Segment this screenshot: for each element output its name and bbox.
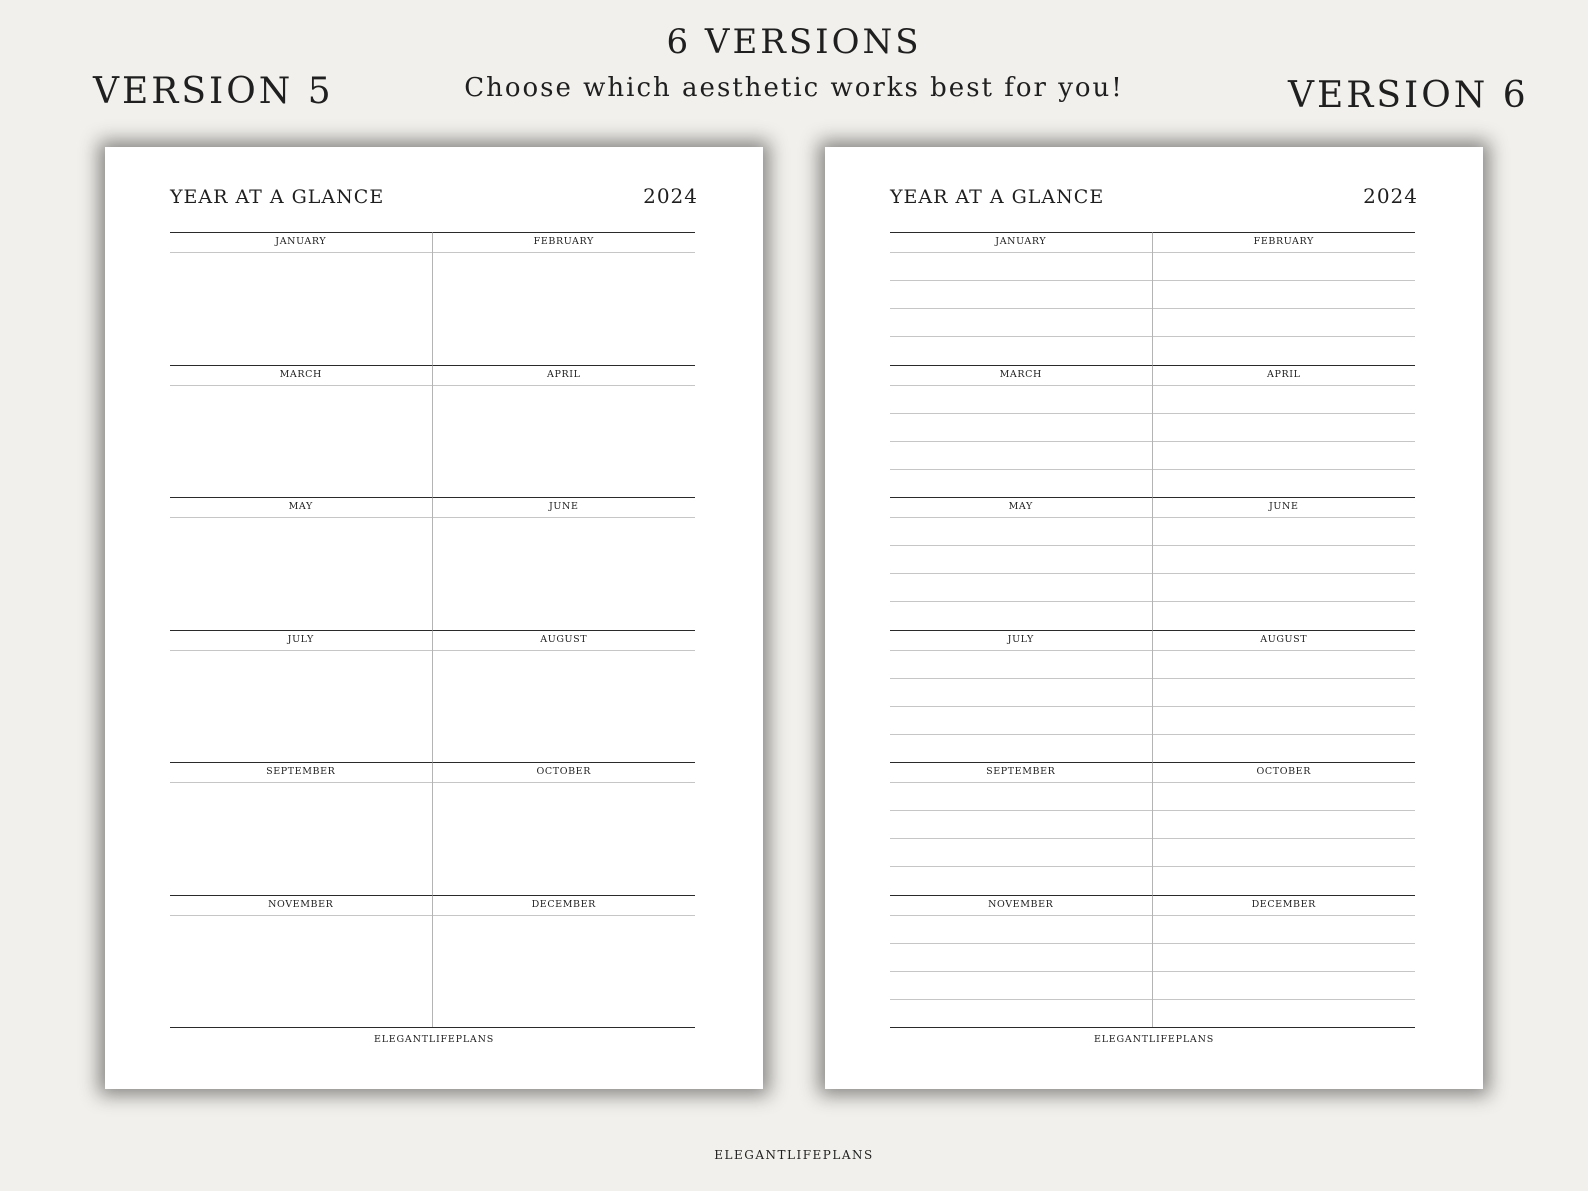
month-label: OCTOBER <box>536 766 591 777</box>
page-year: 2024 <box>1363 184 1418 208</box>
month-label: OCTOBER <box>1256 766 1311 777</box>
month-cell-october <box>1153 762 1416 895</box>
page-title: YEAR AT A GLANCE <box>890 186 1105 208</box>
month-cell-july <box>170 630 433 763</box>
month-label: NOVEMBER <box>988 898 1054 910</box>
month-label: SEPTEMBER <box>266 766 336 777</box>
month-cell-august <box>1153 630 1416 763</box>
month-label: SEPTEMBER <box>986 766 1056 777</box>
month-cell-june <box>433 497 696 630</box>
month-cell-january <box>170 232 433 365</box>
month-label: DECEMBER <box>1251 898 1316 910</box>
month-cell-november <box>890 895 1153 1028</box>
month-label: FEBRUARY <box>1253 236 1314 247</box>
month-label: NOVEMBER <box>268 898 334 910</box>
month-cell-november <box>170 895 433 1028</box>
month-label: MAY <box>288 501 313 512</box>
month-cell-april <box>1153 365 1416 498</box>
month-cell-may <box>890 497 1153 630</box>
page-year: 2024 <box>643 184 698 208</box>
version-5-label: VERSION 5 <box>93 71 334 112</box>
month-label: APRIL <box>1267 368 1301 380</box>
month-cell-march <box>890 365 1153 498</box>
header-title: 6 VERSIONS <box>666 22 922 62</box>
month-cell-september <box>170 762 433 895</box>
header-subtitle: Choose which aesthetic works best for you! <box>464 73 1124 103</box>
month-label: JANUARY <box>995 236 1047 247</box>
month-label: JUNE <box>549 501 579 512</box>
month-cell-may <box>170 497 433 630</box>
month-cell-december <box>1153 895 1416 1028</box>
month-label: AUGUST <box>1260 633 1308 645</box>
month-cell-december <box>433 895 696 1028</box>
month-label: AUGUST <box>540 633 588 645</box>
month-label: JUNE <box>1269 501 1299 512</box>
footer-brand: ELEGANTLIFEPLANS <box>714 1148 874 1162</box>
month-cell-august <box>433 630 696 763</box>
planner-page-version-6 <box>825 147 1483 1089</box>
month-cell-february <box>1153 232 1416 365</box>
month-label: APRIL <box>547 368 581 380</box>
month-label: JULY <box>287 633 314 645</box>
planner-page-version-5 <box>105 147 763 1089</box>
month-label: FEBRUARY <box>533 236 594 247</box>
month-cell-june <box>1153 497 1416 630</box>
month-label: MAY <box>1008 501 1033 512</box>
page-brand: ELEGANTLIFEPLANS <box>1093 1034 1215 1045</box>
month-cell-october <box>433 762 696 895</box>
month-cell-march <box>170 365 433 498</box>
version-6-label: VERSION 6 <box>1288 75 1529 116</box>
month-label: MARCH <box>999 368 1042 380</box>
month-cell-july <box>890 630 1153 763</box>
month-cell-september <box>890 762 1153 895</box>
month-label: MARCH <box>279 368 322 380</box>
page-title: YEAR AT A GLANCE <box>170 186 385 208</box>
month-cell-february <box>433 232 696 365</box>
month-label: JULY <box>1007 633 1034 645</box>
month-grid <box>170 232 695 1028</box>
month-cell-april <box>433 365 696 498</box>
page-brand: ELEGANTLIFEPLANS <box>373 1034 495 1045</box>
month-grid <box>890 232 1415 1028</box>
month-label: JANUARY <box>275 236 327 247</box>
month-cell-january <box>890 232 1153 365</box>
month-label: DECEMBER <box>531 898 596 910</box>
